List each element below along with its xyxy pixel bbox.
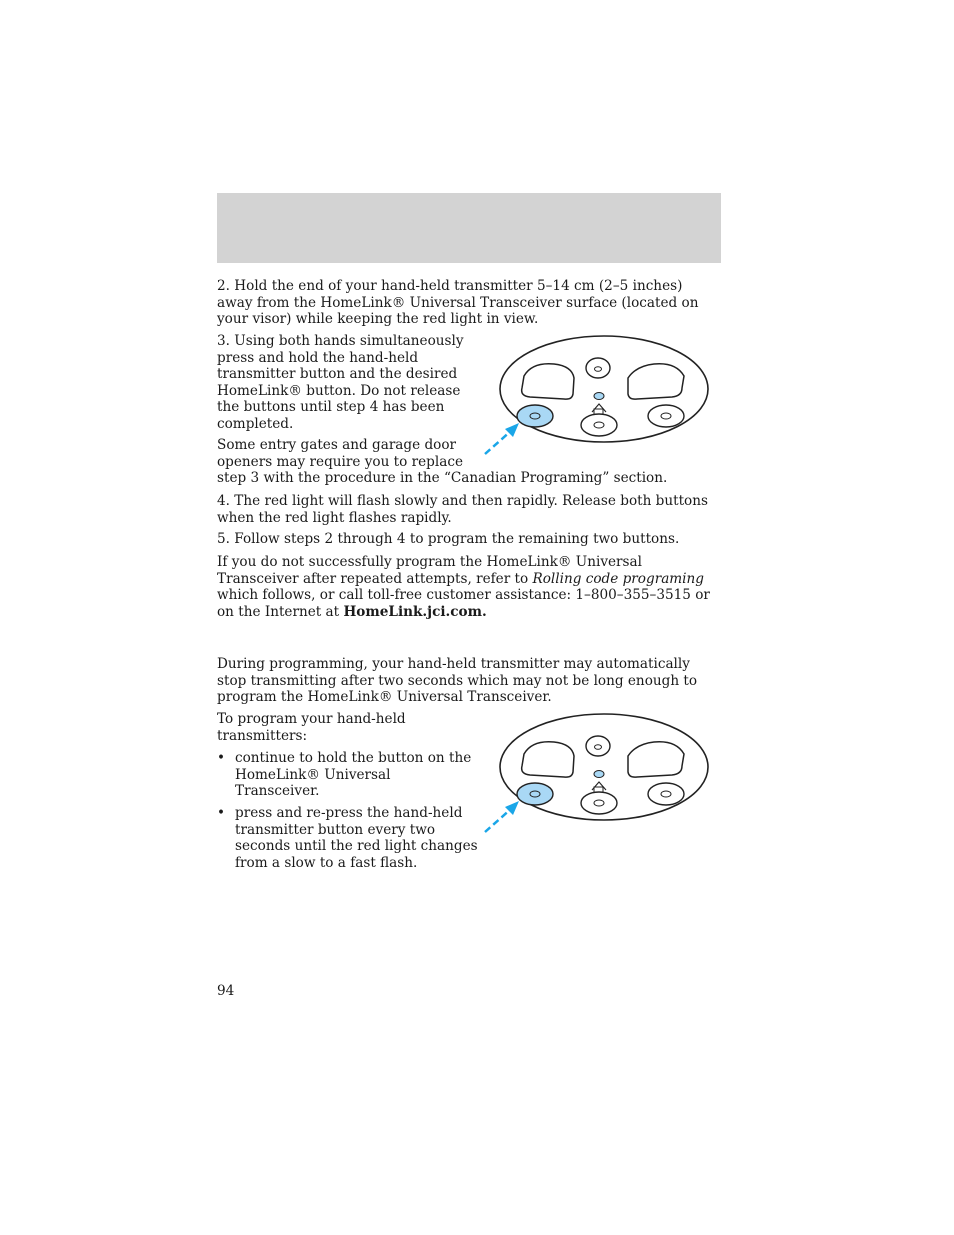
bullet-symbol: • <box>217 750 226 766</box>
bullet-text-2: press and re-press the hand-held transmitter button every two seconds until the red light changes from a slow to a fast flash. <box>235 805 478 871</box>
gates-note-line-1: Some entry gates and garage door openers may require you to replace <box>217 437 463 470</box>
to-program-paragraph: To program your hand-held transmitters: <box>217 711 406 744</box>
rolling-intro-paragraph: During programming, your hand-held transmitter may automatically stop transmitting after two seconds which may not be long enough to program the HomeLink® Universal Transceiver. <box>217 656 698 705</box>
bullet-item-1 <box>217 750 479 800</box>
step-2-paragraph: 2. Hold the end of your hand-held transmitter 5–14 cm (2–5 inches) away from the HomeLink® Universal Transceiver surface (located on your visor) while keeping the red light in view. <box>217 278 699 327</box>
large-button-right <box>628 364 684 399</box>
bullet-symbol: • <box>217 805 226 821</box>
step-3-paragraph: 3. Using both hands simultaneously press and hold the hand-held transmitter button and the desired HomeLink® button. Do not release the buttons until step 4 has been completed. <box>217 333 464 432</box>
homelink-transceiver-diagram-2 <box>480 712 715 842</box>
step-5-paragraph: 5. Follow steps 2 through 4 to program the remaining two buttons. <box>217 531 680 547</box>
bullet-text-1: continue to hold the button on the HomeLink® Universal Transceiver. <box>235 750 472 799</box>
homelink-transceiver-diagram-1 <box>480 334 715 464</box>
large-button-left <box>522 364 574 399</box>
homelink-button-2 <box>581 792 617 814</box>
homelink-website: HomeLink.jci.com. <box>343 603 487 620</box>
unsuccessful-text-1: If you do not successfully program the HomeLink® Universal Transceiver after repeated attempts, refer to <box>217 554 642 587</box>
gates-note-line-2: step 3 with the procedure in the “Canadian Programing” section. <box>217 470 668 486</box>
arrow-icon <box>485 801 519 832</box>
large-button-right <box>628 742 684 777</box>
rolling-code-reference: Rolling code programing <box>532 570 704 587</box>
arrow-icon <box>485 423 519 454</box>
indicator-light <box>594 771 604 778</box>
homelink-button-2 <box>581 414 617 436</box>
top-center-button <box>586 736 610 756</box>
unsuccessful-paragraph <box>217 554 721 620</box>
homelink-button-1-highlighted <box>517 405 553 427</box>
page-number: 94 <box>217 983 235 999</box>
homelink-button-3 <box>648 405 684 427</box>
section-header-band <box>217 193 721 263</box>
unsuccessful-text-2: which follows, or call toll-free customer assistance: 1–800–355–3515 or on the Internet at <box>217 587 710 620</box>
indicator-light <box>594 393 604 400</box>
homelink-button-1-highlighted <box>517 783 553 805</box>
step-4-paragraph: 4. The red light will flash slowly and then rapidly. Release both buttons when the red light flashes rapidly. <box>217 493 708 526</box>
top-center-button <box>586 358 610 378</box>
homelink-button-3 <box>648 783 684 805</box>
bullet-item-2 <box>217 805 479 871</box>
large-button-left <box>522 742 574 777</box>
